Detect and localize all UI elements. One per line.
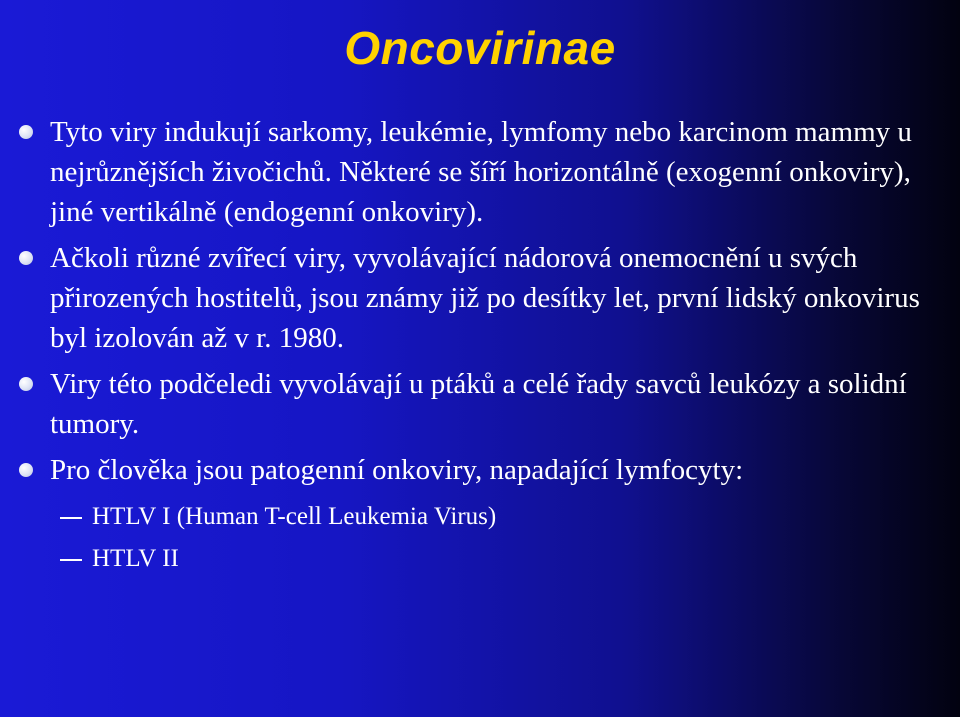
- bullet-text: Pro člověka jsou patogenní onkoviry, napadající lymfocyty:: [50, 454, 744, 486]
- sub-bullet-item: [50, 538, 945, 580]
- bullet-list: [50, 112, 945, 580]
- sub-bullet-text: HTLV II: [92, 545, 179, 572]
- bullet-item: [50, 450, 945, 490]
- sub-bullet-item: [50, 496, 945, 538]
- slide-title: Oncovirinae: [344, 22, 616, 74]
- bullet-dot-icon: [19, 251, 33, 265]
- dash-icon: [60, 559, 82, 561]
- bullet-dot-icon: [19, 125, 33, 139]
- bullet-dot-icon: [19, 463, 33, 477]
- bullet-dot-icon: [19, 377, 33, 391]
- bullet-item: [50, 238, 945, 358]
- bullet-text: Tyto viry indukují sarkomy, leukémie, lymfomy nebo karcinom mammy u nejrůznějších živočichů. Některé se šíří horizontálně (exogenní onkoviry), jiné vertikálně (endogenní onkoviry).: [50, 116, 912, 228]
- sub-bullet-text: HTLV I (Human T-cell Leukemia Virus): [92, 503, 497, 530]
- bullet-item: [50, 364, 945, 444]
- dash-icon: [60, 517, 82, 519]
- bullet-text: Viry této podčeledi vyvolávají u ptáků a celé řady savců leukózy a solidní tumory.: [50, 368, 907, 440]
- bullet-text: Ačkoli různé zvířecí viry, vyvolávající nádorová onemocnění u svých přirozených hostitelů, jsou známy již po desítky let, první lidský onkovirus byl izolován až v r. 1980.: [50, 242, 920, 354]
- bullet-item: [50, 112, 945, 232]
- sub-bullet-list: [50, 496, 945, 580]
